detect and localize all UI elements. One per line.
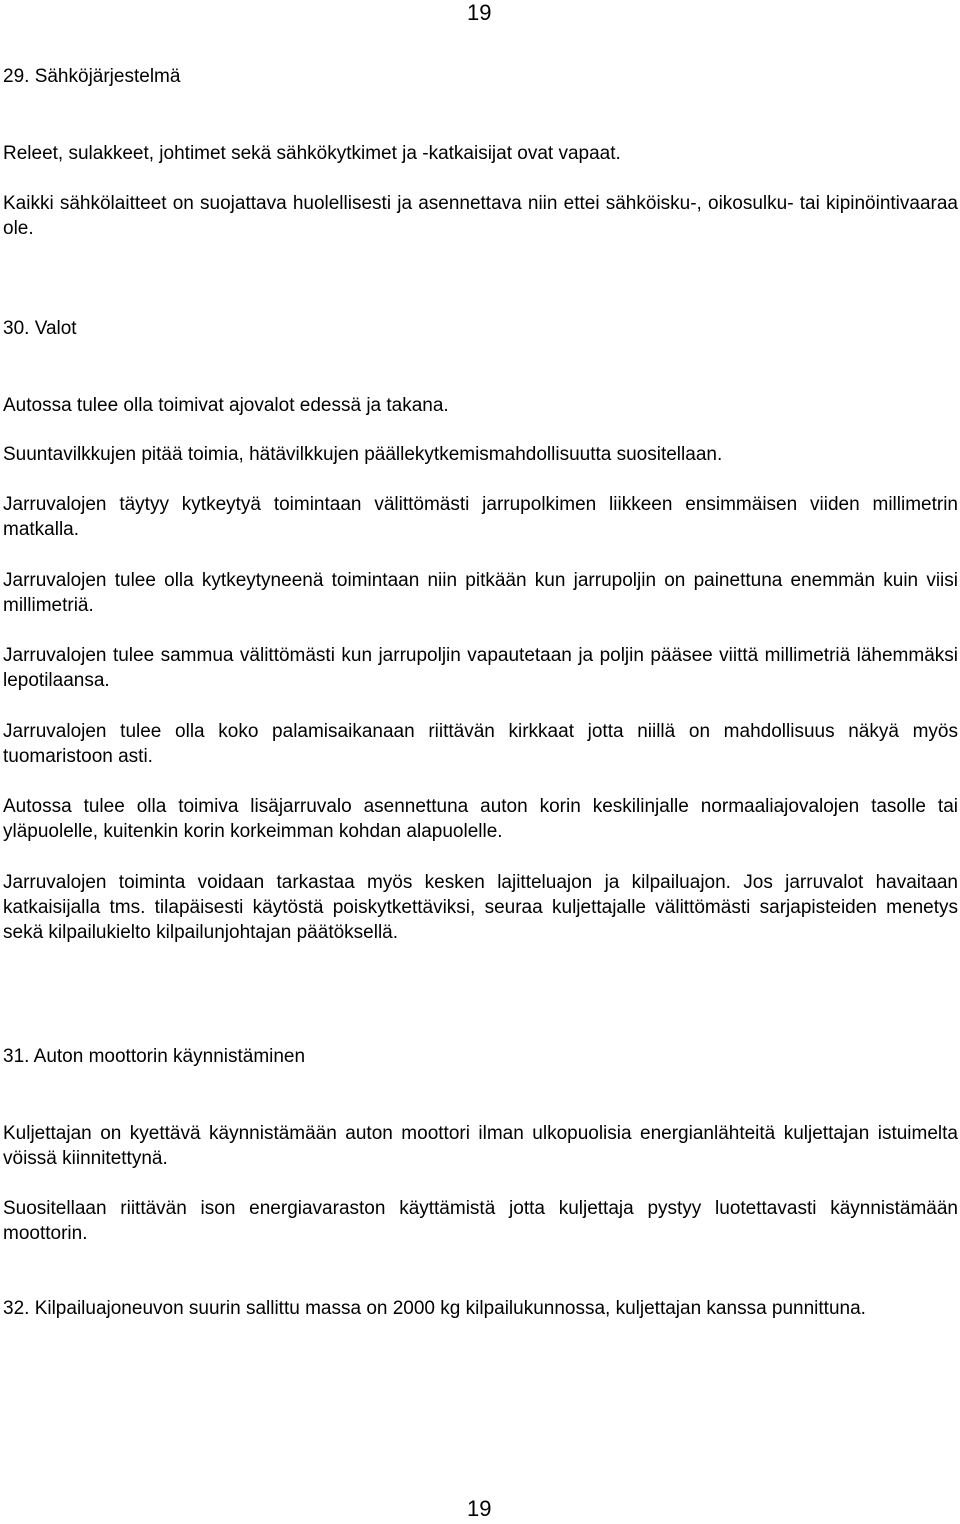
paragraph: Kaikki sähkölaitteet on suojattava huolellisesti ja asennettava niin ettei sähköisku-, oikosulku- tai kipinöintivaaraa ole. [3,193,958,239]
paragraph: Releet, sulakkeet, johtimet sekä sähkökytkimet ja -katkaisijat ovat vapaat. [3,143,621,164]
paragraph: Jarruvalojen täytyy kytkeytyä toimintaan välittömästi jarrupolkimen liikkeen ensimmäisen viiden millimetrin matkalla. [3,494,958,540]
section-heading-29: 29. Sähköjärjestelmä [3,66,181,87]
paragraph: Jarruvalojen toiminta voidaan tarkastaa myös kesken lajitteluajon ja kilpailuajon. Jos jarruvalot havaitaan katkaisijalla tms. tilapäisesti käytöstä poiskytkettäviksi, seuraa kuljettajalle välittömästi sarjapisteiden menetys sekä kilpailukielto kilpailunjohtajan päätöksellä. [3,872,958,943]
section-heading-31: 31. Auton moottorin käynnistäminen [3,1046,306,1067]
page-number-bottom: 19 [467,1496,492,1521]
paragraph: Kuljettajan on kyettävä käynnistämään auton moottori ilman ulkopuolisia energianlähteitä kuljettajan istuimelta vöissä kiinnitettynä. [3,1123,958,1169]
paragraph: Jarruvalojen tulee sammua välittömästi kun jarrupoljin vapautetaan ja poljin pääsee viittä millimetriä lähemmäksi lepotilaansa. [3,645,958,691]
paragraph: Suuntavilkkujen pitää toimia, hätävilkkujen päällekytkemismahdollisuutta suositellaan. [3,444,723,465]
paragraph: Jarruvalojen tulee olla kytkeytyneenä toimintaan niin pitkään kun jarrupoljin on painettuna enemmän kuin viisi millimetriä. [3,570,958,616]
paragraph: Suositellaan riittävän ison energiavaraston käyttämistä jotta kuljettaja pystyy luotettavasti käynnistämään moottorin. [3,1198,958,1244]
page-number-top: 19 [467,0,492,25]
paragraph: Autossa tulee olla toimiva lisäjarruvalo asennettuna auton korin keskilinjalle normaaliajovalojen tasolle tai yläpuolelle, kuitenkin korin korkeimman kohdan alapuolelle. [3,796,958,842]
paragraph: Jarruvalojen tulee olla koko palamisaikanaan riittävän kirkkaat jotta niillä on mahdollisuus näkyä myös tuomaristoon asti. [3,721,958,767]
section-heading-30: 30. Valot [3,318,77,339]
paragraph: Autossa tulee olla toimivat ajovalot edessä ja takana. [3,395,449,416]
section-heading-32: 32. Kilpailuajoneuvon suurin sallittu massa on 2000 kg kilpailukunnossa, kuljettajan kanssa punnittuna. [3,1298,866,1319]
